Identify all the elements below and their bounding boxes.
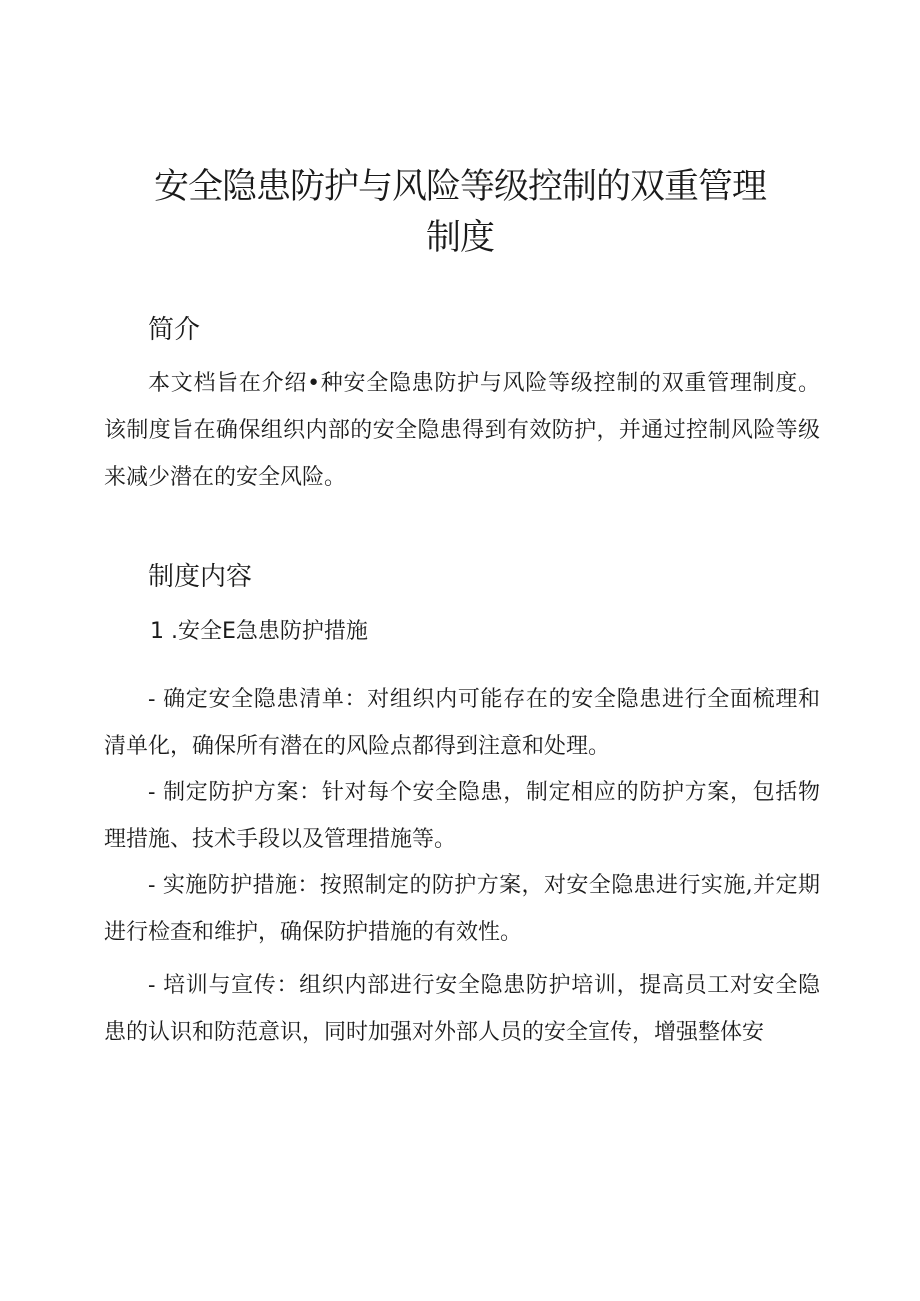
measure-item: - 培训与宣传：组织内部进行安全隐患防护培训，提高员工对安全隐患的认识和防范意识，同时加强对外部人员的安全宣传，增强整体安 (104, 973, 820, 1045)
document-title (130, 162, 790, 264)
intro-paragraph: 本文档旨在介绍•种安全隐患防护与风险等级控制的双重管理制度。该制度旨在确保组织内部的安全隐患得到有效防护，并通过控制风险等级来减少潜在的安全风险。 (104, 371, 820, 490)
subsection-heading-measures: 1 .安全E急患防护措施 (150, 619, 368, 644)
document-title-line-2: 制度 (425, 218, 494, 258)
measure-item: - 制定防护方案：针对每个安全隐患，制定相应的防护方案，包括物理措施、技术手段以及管理措施等。 (104, 780, 820, 852)
document-title-line-1: 安全隐患防护与风险等级控制的双重管理 (153, 167, 766, 207)
section-heading-intro: 简介 (148, 315, 201, 345)
measure-item: - 确定安全隐患清单：对组织内可能存在的安全隐患进行全面梳理和清单化，确保所有潜在的风险点都得到注意和处理。 (104, 687, 820, 759)
section-heading-content: 制度内容 (148, 562, 253, 592)
measure-item: - 实施防护措施：按照制定的防护方案，对安全隐患进行实施,并定期进行检查和维护，确保防护措施的有效性。 (104, 873, 820, 945)
